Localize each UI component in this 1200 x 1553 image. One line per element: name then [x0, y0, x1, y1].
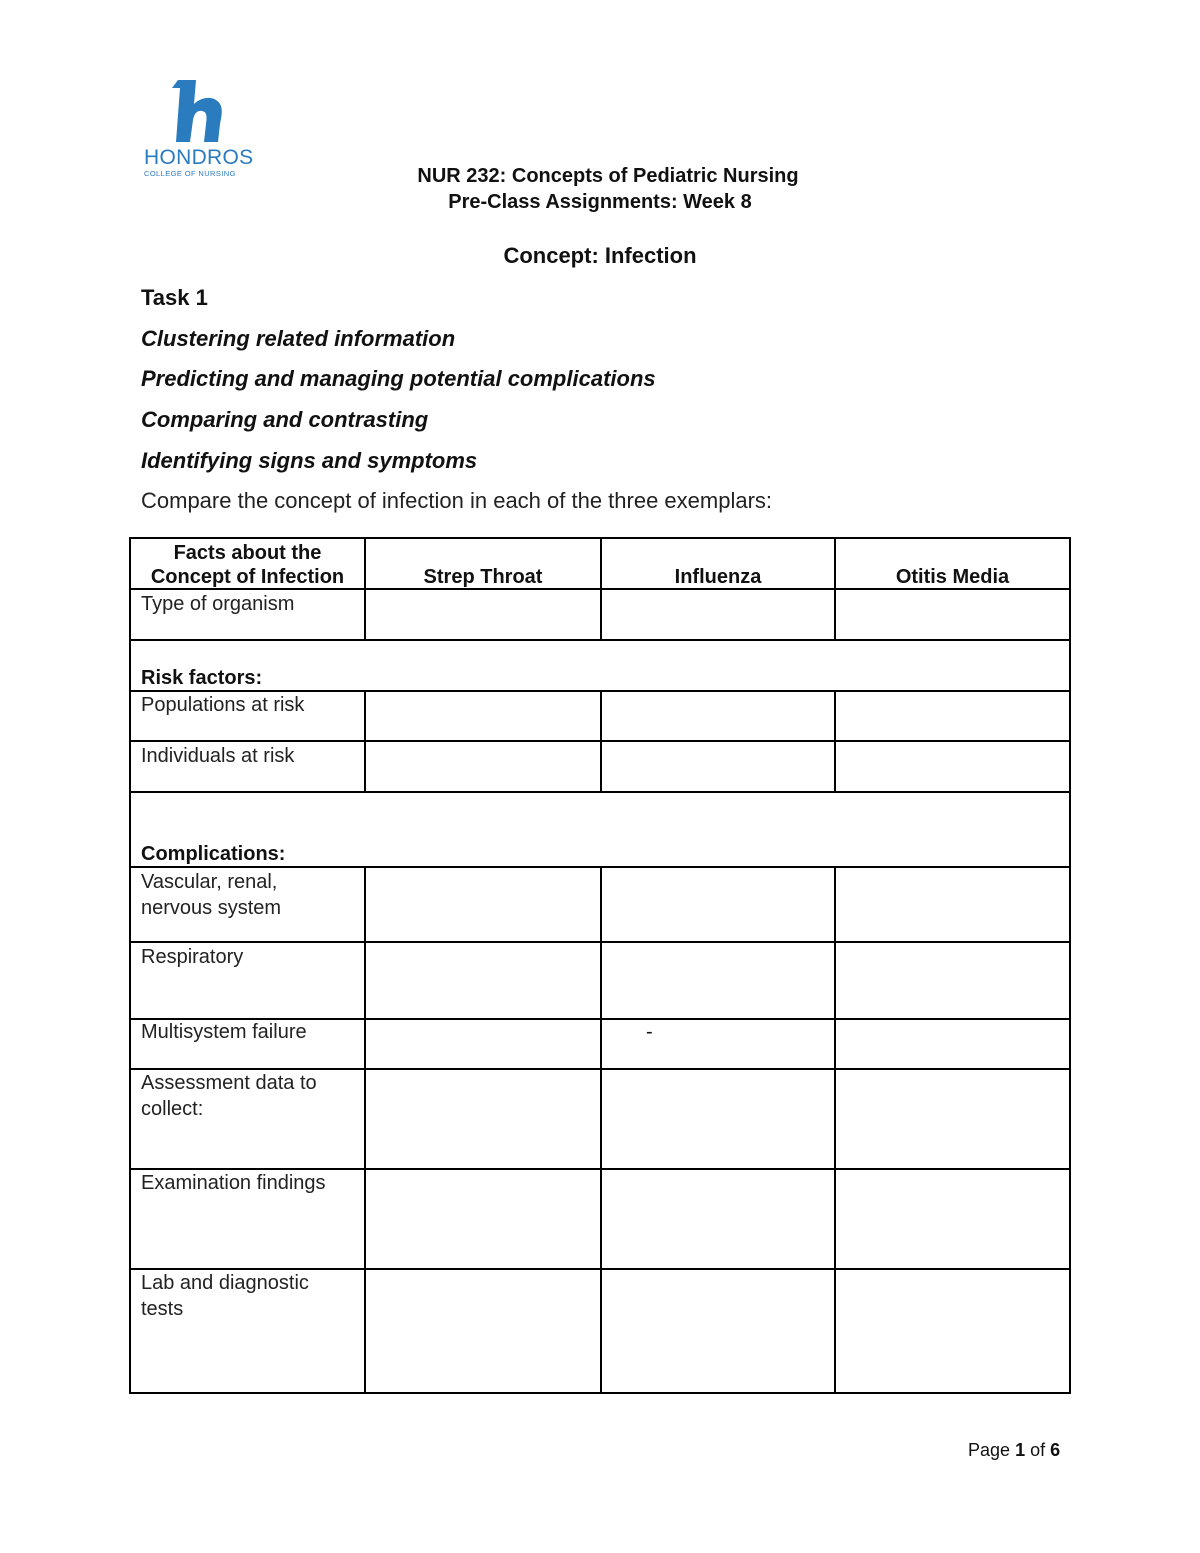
row-label-populations-at-risk: Populations at risk [141, 694, 305, 716]
table-rule [364, 866, 366, 1394]
row-label-individuals-at-risk: Individuals at risk [141, 745, 295, 767]
assignment-title: Pre-Class Assignments: Week 8 [448, 191, 752, 213]
column-header-influenza: Influenza [674, 566, 762, 588]
row-label-multisystem-failure: Multisystem failure [141, 1021, 307, 1043]
column-header-strep-throat: Strep Throat [423, 566, 543, 588]
table-rule [364, 690, 366, 791]
table-rule [600, 539, 602, 640]
cell-influenza-multisystem: - [646, 1021, 653, 1043]
column-header-facts: Facts about the Concept of Infection [150, 542, 345, 588]
skill-item: Clustering related information [141, 326, 456, 351]
row-label-type-of-organism: Type of organism [141, 593, 295, 615]
table-rule [600, 690, 602, 791]
page-footer [968, 1440, 1060, 1461]
section-label-complications: Complications: [141, 843, 286, 865]
logo-subtitle: COLLEGE OF NURSING [144, 169, 236, 178]
skill-item: Identifying signs and symptoms [141, 448, 478, 473]
logo-name: HONDROS [144, 146, 254, 169]
row-label-assessment-data: Assessment data to collect: [141, 1072, 317, 1120]
table-rule [364, 539, 366, 640]
section-label-risk-factors: Risk factors: [141, 667, 263, 689]
task-title: Task 1 [141, 285, 208, 310]
column-header-otitis-media: Otitis Media [895, 566, 1010, 588]
page-label: Page [968, 1440, 1011, 1460]
table-rule [131, 791, 1069, 793]
comparison-table [129, 537, 1071, 1394]
page-total: 6 [1050, 1440, 1061, 1460]
concept-title: Concept: Infection [503, 243, 697, 268]
instruction-text: Compare the concept of infection in each of the three exemplars: [141, 488, 773, 513]
row-label-respiratory: Respiratory [141, 946, 244, 968]
hondros-h-icon [170, 80, 230, 142]
of-label: of [1030, 1440, 1046, 1460]
table-rule [834, 690, 836, 791]
course-title: NUR 232: Concepts of Pediatric Nursing [417, 165, 799, 187]
row-label-examination-findings: Examination findings [141, 1172, 326, 1194]
table-rule [600, 866, 602, 1394]
row-label-vascular-renal-nervous: Vascular, renal, nervous system [141, 871, 282, 919]
row-label-lab-diagnostic-tests: Lab and diagnostic tests [141, 1272, 309, 1320]
table-rule [834, 866, 836, 1394]
page-current: 1 [1015, 1440, 1026, 1460]
table-rule [834, 539, 836, 640]
skill-item: Predicting and managing potential complications [141, 366, 656, 391]
skill-item: Comparing and contrasting [141, 407, 429, 432]
